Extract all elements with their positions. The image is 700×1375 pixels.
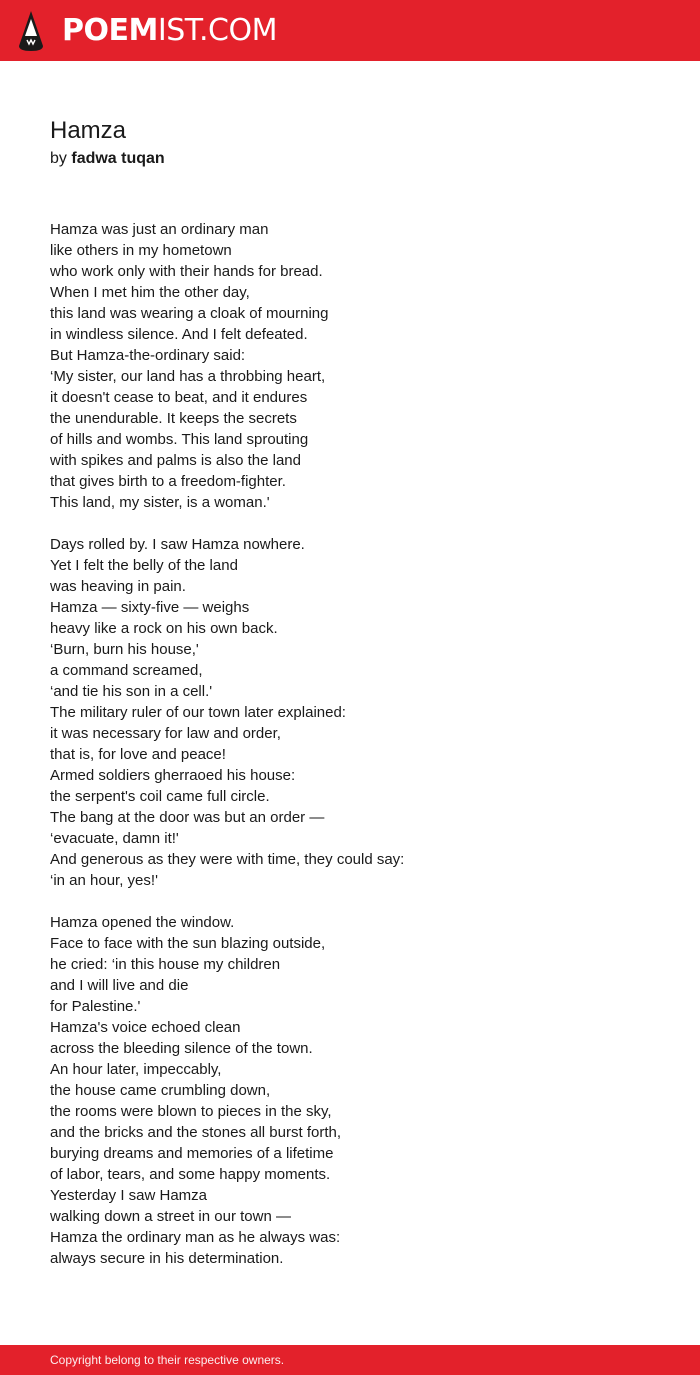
poem-byline (50, 148, 165, 170)
poem-line: Face to face with the sun blazing outside, (50, 935, 326, 952)
logo-light-text: IST.COM (157, 13, 277, 48)
poem-line: Hamza's voice echoed clean (50, 1019, 241, 1036)
poem-line: ‘My sister, our land has a throbbing heart, (50, 368, 326, 385)
poem-line: the serpent's coil came full circle. (50, 788, 270, 805)
poem-line: of hills and wombs. This land sprouting (50, 431, 309, 448)
poem-line: ‘evacuate, damn it!' (50, 830, 179, 847)
poem-line: Hamza the ordinary man as he always was: (50, 1229, 341, 1246)
poem-line: this land was wearing a cloak of mourning (50, 305, 329, 322)
site-logo[interactable] (62, 11, 277, 51)
poem-line: that gives birth to a freedom-fighter. (50, 473, 286, 490)
poem-line: the rooms were blown to pieces in the sky, (50, 1103, 332, 1120)
byline-prefix: by (50, 150, 67, 167)
poem-line: with spikes and palms is also the land (50, 452, 301, 469)
poem-line: When I met him the other day, (50, 284, 250, 301)
poem-line: for Palestine.' (50, 998, 141, 1015)
poem-line: Hamza opened the window. (50, 914, 235, 931)
poem-line: always secure in his determination. (50, 1250, 284, 1267)
poem-line: The military ruler of our town later explained: (50, 704, 346, 721)
copyright-text: Copyright belong to their respective owners. (50, 1353, 285, 1367)
poem-line: Days rolled by. I saw Hamza nowhere. (50, 536, 305, 553)
pencil-icon (18, 10, 44, 52)
poem-line: walking down a street in our town — (50, 1208, 291, 1225)
poem-line: Hamza was just an ordinary man (50, 221, 269, 238)
poem-line: ‘Burn, burn his house,' (50, 641, 199, 658)
poem-line: The bang at the door was but an order — (50, 809, 325, 826)
poem-stanza (50, 912, 650, 1269)
poem-line: But Hamza-the-ordinary said: (50, 347, 246, 364)
poem-line: that is, for love and peace! (50, 746, 226, 763)
poem-line: a command screamed, (50, 662, 203, 679)
site-header (0, 0, 700, 61)
poem-line: ‘and tie his son in a cell.' (50, 683, 213, 700)
poem-line: who work only with their hands for bread. (50, 263, 323, 280)
poem-line: ‘in an hour, yes!' (50, 872, 158, 889)
poem-stanza (50, 534, 650, 891)
poem-line: he cried: ‘in this house my children (50, 956, 281, 973)
poem-line: across the bleeding silence of the town. (50, 1040, 313, 1057)
poem-line: the unendurable. It keeps the secrets (50, 410, 297, 427)
logo-bold-text: POEM (62, 13, 158, 48)
poem-title: Hamza (50, 117, 127, 144)
poem-line: of labor, tears, and some happy moments. (50, 1166, 331, 1183)
author-name[interactable]: fadwa tuqan (71, 150, 165, 167)
poem-line: This land, my sister, is a woman.' (50, 494, 270, 511)
poem-line: in windless silence. And I felt defeated. (50, 326, 308, 343)
poem-line: Hamza — sixty-five — weighs (50, 599, 250, 616)
poem-line: And generous as they were with time, they could say: (50, 851, 405, 868)
poem-line: Yesterday I saw Hamza (50, 1187, 208, 1204)
poem-line: and I will live and die (50, 977, 189, 994)
poem-line: like others in my hometown (50, 242, 232, 259)
poem-line: and the bricks and the stones all burst forth, (50, 1124, 341, 1141)
site-footer (0, 1345, 700, 1375)
poem-line: An hour later, impeccably, (50, 1061, 222, 1078)
poem-line: the house came crumbling down, (50, 1082, 271, 1099)
poem-line: burying dreams and memories of a lifetime (50, 1145, 334, 1162)
poem-body (50, 219, 650, 1290)
poem-line: it was necessary for law and order, (50, 725, 281, 742)
poem-line: heavy like a rock on his own back. (50, 620, 278, 637)
poem-line: was heaving in pain. (50, 578, 186, 595)
poem-line: Armed soldiers gherraoed his house: (50, 767, 296, 784)
poem-line: Yet I felt the belly of the land (50, 557, 238, 574)
poem-stanza (50, 219, 650, 513)
poem-line: it doesn't cease to beat, and it endures (50, 389, 308, 406)
